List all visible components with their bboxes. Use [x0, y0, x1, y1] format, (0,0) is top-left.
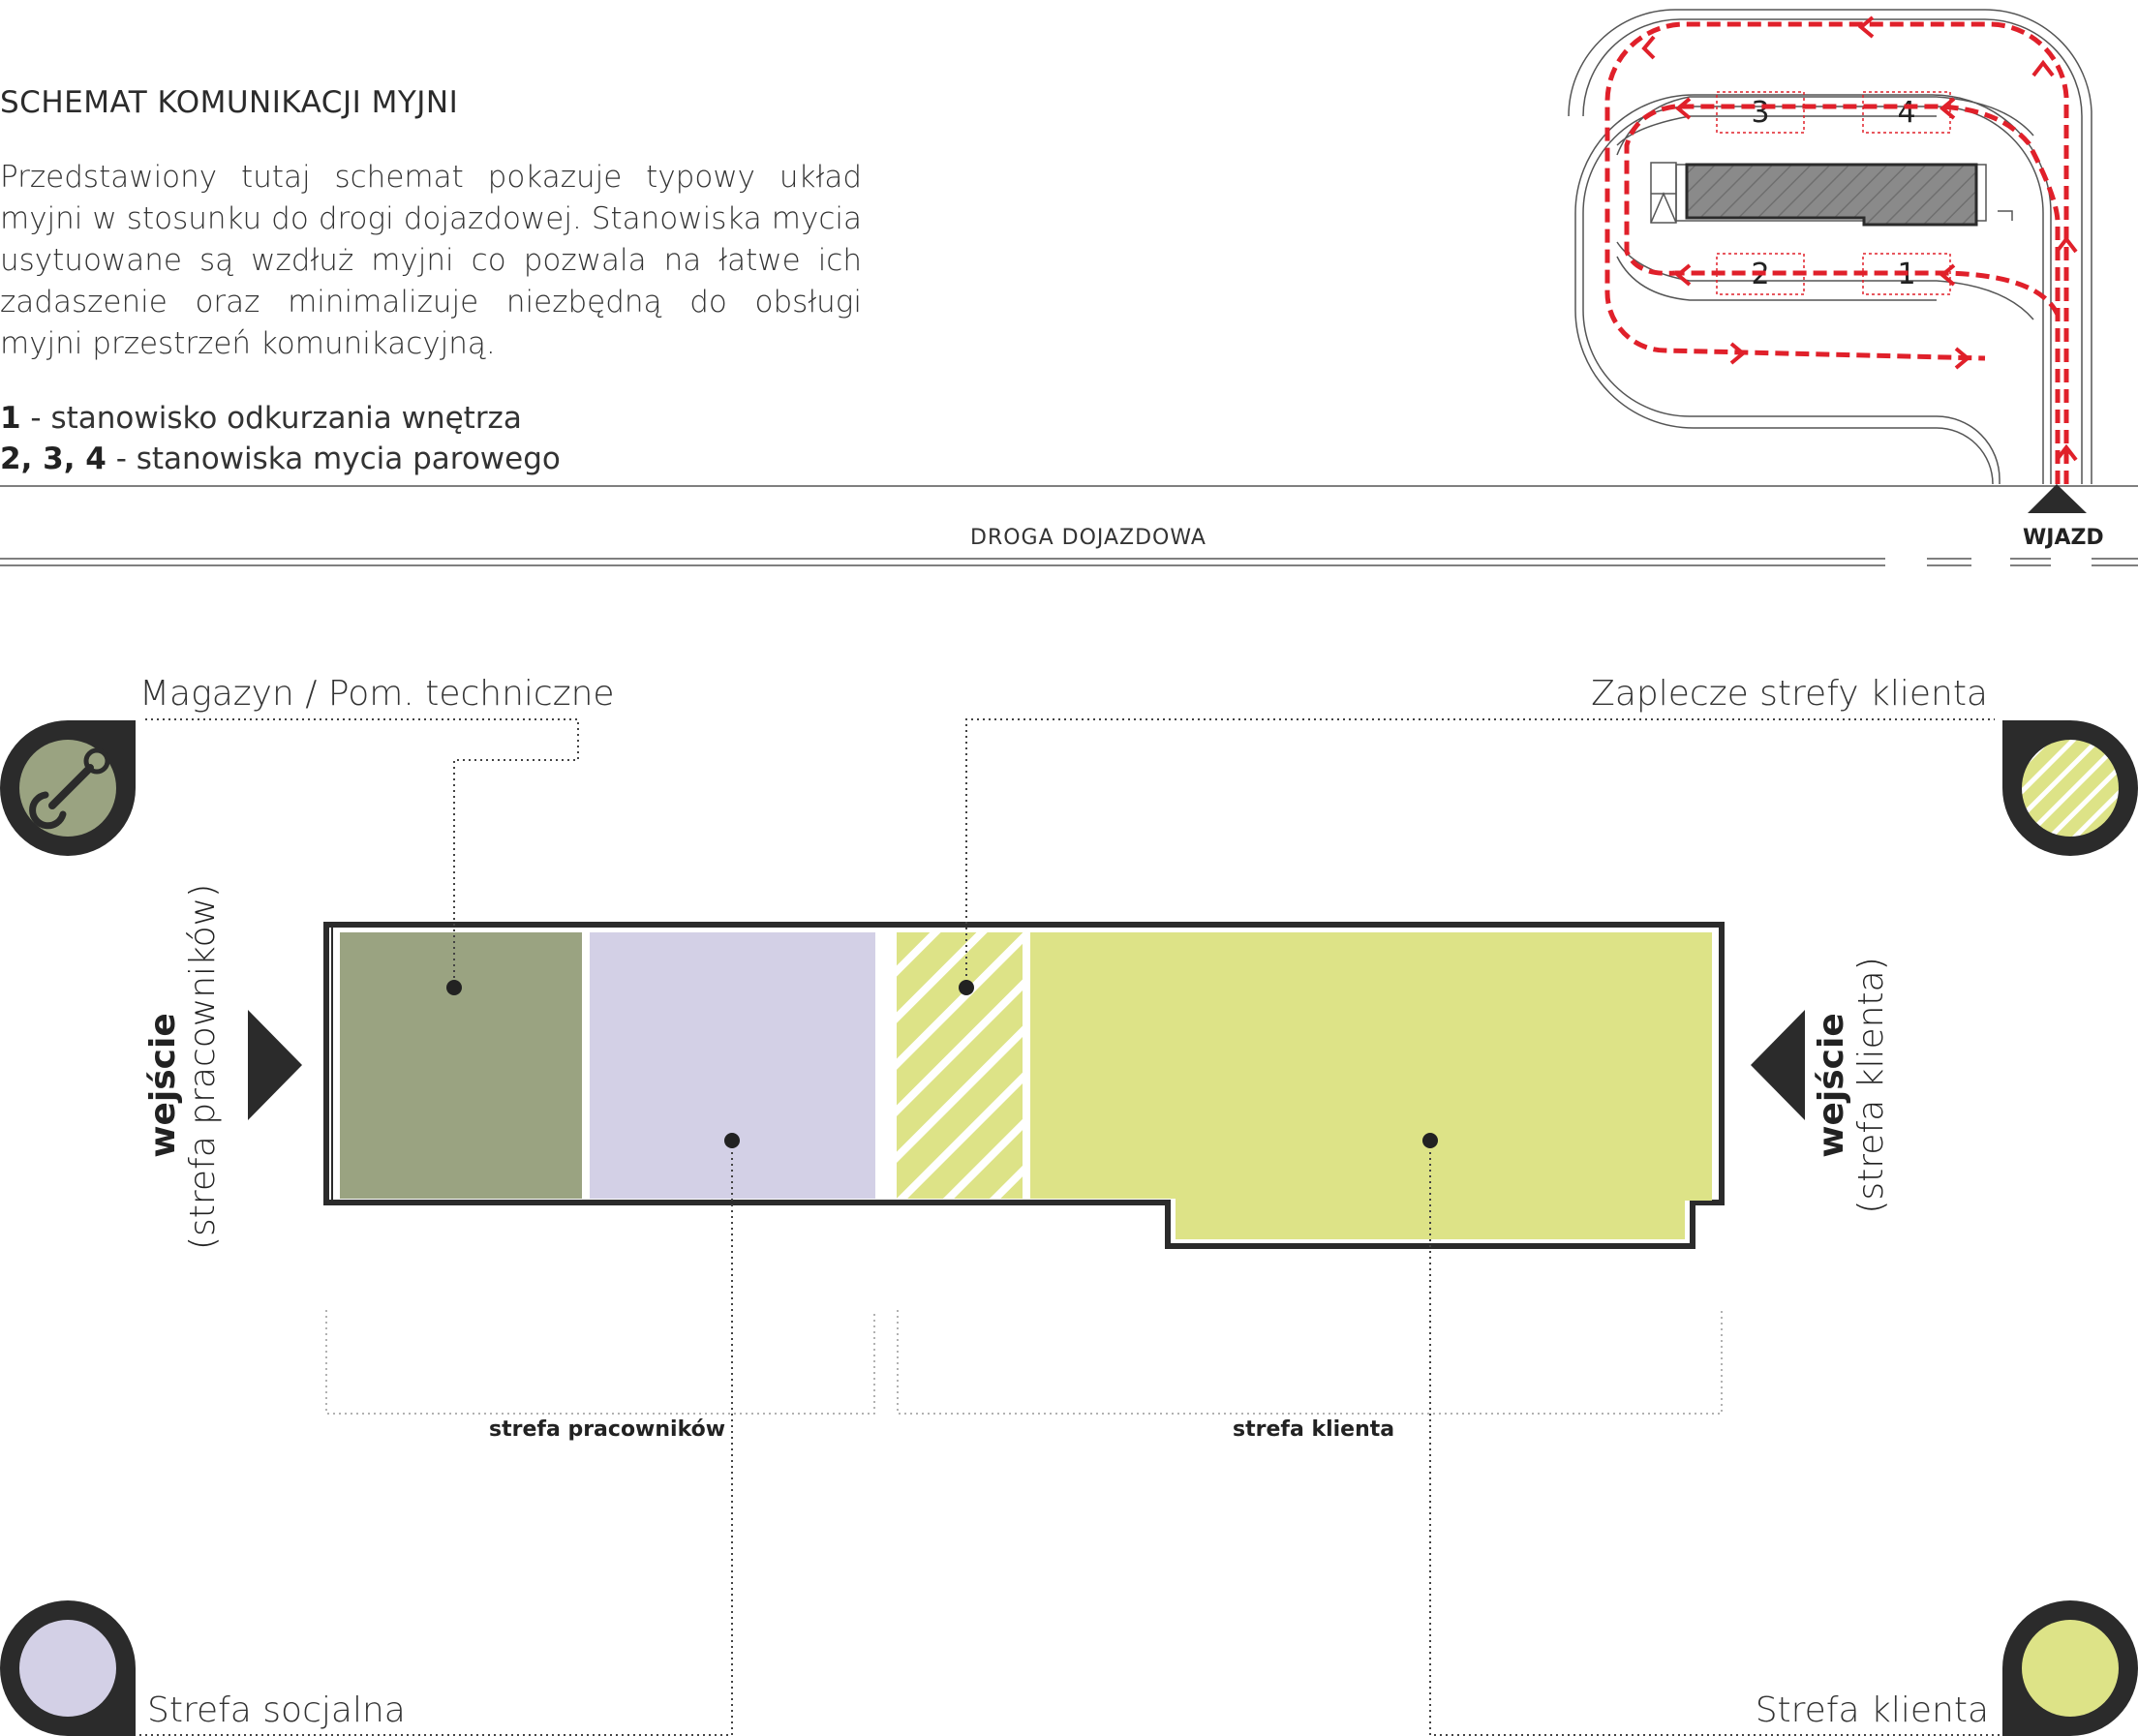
entrance-right-title: wejście [1812, 1013, 1851, 1158]
zone-label-magazyn: Magazyn / Pom. techniczne [139, 674, 615, 714]
road-label: DROGA DOJAZDOWA [970, 526, 1206, 550]
zone-magazyn [340, 932, 582, 1199]
section-label-client: strefa klienta [1233, 1417, 1395, 1442]
station-label-4: 4 [1897, 96, 1916, 130]
section-brackets [326, 1310, 1722, 1414]
entrance-left-label [143, 883, 250, 1250]
zone-klienta [1030, 932, 1712, 1239]
entrance-right-arrow-icon [1751, 1010, 1805, 1120]
zone-label-socjalna: Strefa socjalna [147, 1690, 406, 1730]
station-label-2: 2 [1751, 258, 1770, 291]
building-footprint [1687, 165, 1976, 225]
station-label-3: 3 [1751, 96, 1770, 130]
zone-label-zaplecze: Zaplecze strefy klienta [1591, 674, 1988, 714]
entrance-left-subtitle: (strefa pracowników) [183, 883, 223, 1250]
station-label-1: 1 [1897, 258, 1916, 291]
access-road [0, 486, 2138, 565]
description-text: Przedstawiony tutaj schemat pokazuje typowy układ myjni w stosunku do drogi dojazdowej. Stanowiska mycia usytuowane są wzdłuż myjni co pozwala na łatwe ich zadaszenie oraz minimalizuje niezbędną do obsługi myjni przestrzeń komunikacyjną. [0, 160, 862, 361]
entrance-left-arrow-icon [248, 1010, 302, 1120]
legend-key: 1 [0, 401, 21, 436]
entrance-right-label [1812, 921, 1918, 1250]
zone-label-klienta: Strefa klienta [1755, 1690, 1989, 1730]
floor-plan [326, 925, 1722, 1246]
section-label-workers: strefa pracowników [489, 1417, 726, 1442]
entrance-left-title: wejście [143, 1013, 183, 1158]
legend-text: - stanowiska mycia parowego [106, 442, 561, 476]
pin-socjalna [0, 1600, 136, 1736]
car-wash-site-plan [1569, 10, 2092, 484]
legend-text: - stanowisko odkurzania wnętrza [20, 401, 522, 436]
pin-klienta [2002, 1600, 2138, 1736]
route-arrows [1644, 17, 2076, 460]
page-title: SCHEMAT KOMUNIKACJI MYJNI [0, 85, 459, 120]
zone-zaplecze [897, 932, 1023, 1199]
entry-label: WJAZD [2023, 526, 2104, 550]
pin-zaplecze [2002, 720, 2138, 856]
leader-lines [136, 719, 2004, 1735]
entrance-right-subtitle: (strefa klienta) [1851, 957, 1891, 1214]
legend-key: 2, 3, 4 [0, 442, 107, 476]
entry-arrow-icon [2028, 484, 2087, 513]
